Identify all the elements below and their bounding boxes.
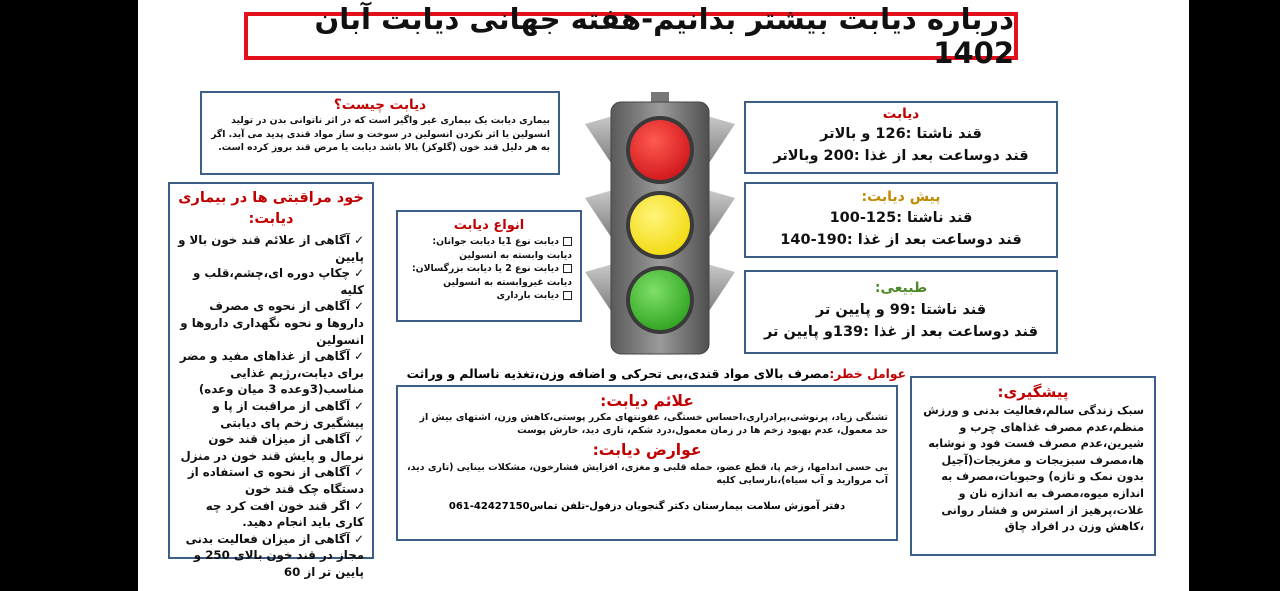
symptoms-box (396, 385, 898, 541)
green-light (630, 270, 690, 330)
self-care-item (178, 531, 364, 581)
self-care-item-text: آگاهی از میزان قند خون نرمال و پایش قند خون در منزل (180, 432, 364, 463)
checkmark-icon: ✓ (354, 349, 364, 364)
self-care-item (178, 498, 364, 531)
red-light (630, 120, 690, 180)
normal-fasting: قند ناشتا :99 و پایین تر (815, 302, 987, 318)
risk-factors (406, 364, 906, 384)
checkmark-icon: ✓ (354, 465, 364, 480)
self-care-item-text: آگاهی از علائم قند خون بالا و پایین (178, 233, 364, 264)
checkmark-icon: ✓ (354, 266, 364, 281)
self-care-item-text: چکاپ دوره ای،چشم،قلب و کلیه (192, 266, 364, 297)
checkmark-icon: ✓ (354, 299, 364, 314)
checkmark-icon: ✓ (354, 233, 364, 247)
prevention-text: سبک زندگی سالم،فعالیت بدنی و ورزش منظم،عدم مصرف غذاهای چرب و شیرین،عدم مصرف فست فود و نوشابه ها،مصرف سبزیجات و مغزیجات(آجیل بدون نمک و تازه) وحبوبات،مصرف به اندازه میوه،مصرف به اندازه نان و غلات،پرهیز از استرس و فشار روانی ،کاهش وزن در افراد چاق (923, 404, 1144, 534)
self-care-item (178, 298, 364, 348)
prediabetes-box (744, 182, 1058, 258)
what-is-heading: دیابت چیست؟ (333, 97, 427, 113)
complications-heading: عوارض دیابت: (592, 441, 702, 459)
diabetes-postmeal: قند دوساعت بعد از غذا :200 وبالاتر (773, 148, 1029, 164)
diabetes-type-item (406, 289, 572, 303)
page-title: درباره دیابت بیشتر بدانیم-هفته جهانی دیابت آبان 1402 (314, 2, 1014, 70)
complications-text: بی حسی اندامها، زخم پا، قطع عضو، حمله قلبی و مغزی، افزایش فشارخون، مشکلات بینایی (تاری دید، آب مروارید و آب سیاه)،نارسایی کلیه (407, 462, 888, 486)
diabetes-heading: دیابت (882, 106, 920, 122)
square-bullet-icon (563, 264, 572, 273)
prediabetes-fasting: قند ناشتا :125-100 (829, 210, 973, 226)
risk-label: عوامل خطر: (829, 367, 906, 381)
diabetes-type-text: دیابت بارداری (496, 290, 559, 301)
self-care-item (178, 431, 364, 464)
diabetes-box (744, 101, 1058, 174)
diabetes-type-item (406, 235, 572, 262)
footer-contact: دفتر آموزش سلامت بیمارستان دکتر گنجویان دزفول-تلفن تماس42427150-061 (448, 501, 846, 512)
self-care-box (168, 182, 374, 579)
square-bullet-icon (563, 237, 572, 246)
self-care-item-text: آگاهی از نحوه ی مصرف داروها و نحوه نگهداری داروها و انسولین (180, 299, 364, 347)
prevention-heading: پیشگیری: (997, 383, 1069, 401)
poster-page (138, 0, 1189, 591)
types-list (406, 235, 572, 303)
self-care-item (178, 464, 364, 497)
symptoms-heading: علائم دیابت: (600, 392, 694, 410)
self-care-item-text: آگاهی از مراقبت از پا و پیشگیری زخم پای دیابتی (212, 398, 364, 430)
normal-heading: طبیعی: (874, 280, 928, 296)
types-heading: انواع دیابت (453, 218, 525, 233)
self-care-heading: خود مراقبتی ها در بیماری دیابت: (178, 190, 364, 227)
diabetes-type-text: دیابت نوع 2 یا دیابت بزرگسالان: دیابت غیروابسته به انسولین (411, 263, 572, 288)
self-care-item-text: آگاهی از میزان فعالیت بدنی مجاز در قند خون بالای 250 و پایین تر از 60 (185, 531, 364, 579)
diabetes-type-text: دیابت نوع 1یا دیابت جوانان: دیابت وابسته به انسولین (432, 236, 572, 261)
risk-text: مصرف بالای مواد قندی،بی تحرکی و اضافه وزن،تغذیه ناسالم و وراثت (406, 367, 830, 381)
title-banner (244, 2, 1018, 70)
self-care-item (178, 232, 364, 265)
prediabetes-postmeal: قند دوساعت بعد از غذا :190-140 (780, 232, 1022, 248)
square-bullet-icon (563, 291, 572, 300)
checkmark-icon: ✓ (354, 432, 364, 447)
self-care-item-text: آگاهی از نحوه ی استفاده از دستگاه چک قند خون (187, 465, 364, 496)
self-care-list (178, 232, 364, 580)
diabetes-fasting: قند ناشتا :126 و بالاتر (820, 126, 982, 142)
checkmark-icon: ✓ (354, 398, 364, 413)
what-is-diabetes-box (200, 91, 560, 175)
traffic-light-icon (579, 92, 741, 364)
diabetes-type-item (406, 262, 572, 289)
prediabetes-heading: پیش دیابت: (861, 189, 941, 205)
normal-postmeal: قند دوساعت بعد از غذا :139و پایین تر (764, 324, 1038, 340)
checkmark-icon: ✓ (354, 531, 364, 546)
types-box (396, 210, 582, 322)
what-is-text: بیماری دیابت یک بیماری غیر واگیر است که در اثر ناتوانی بدن در تولید انسولین یا اثر نکردن انسولین در سوخت و ساز مواد قندی پدید می آید. اگر به هر دلیل قند خون (گلوکز) بالا باشد دیابت یا مرض قند بروز کرده است. (211, 115, 550, 153)
self-care-item-text: اگر قند خون افت کرد چه کاری باید انجام دهید. (205, 498, 364, 530)
self-care-item (178, 348, 364, 398)
self-care-item-text: آگاهی از غذاهای مفید و مضر برای دیابت،رژیم غذایی مناسب(3وعده 3 میان وعده) (179, 349, 364, 397)
symptoms-text: تشنگی زیاد، پرنوشی،پرادراری،احساس خستگی، عفونتهای مکرر پوستی،کاهش وزن، اشتهای بیش از حد معمول، عدم بهبود زخم ها در زمان معمول،درد شکم، تاری دید، خارش پوست (419, 412, 888, 436)
self-care-item (178, 398, 364, 431)
self-care-item (178, 265, 364, 298)
normal-box (744, 270, 1058, 354)
prevention-box (910, 376, 1156, 556)
checkmark-icon: ✓ (354, 498, 364, 513)
yellow-light (630, 195, 690, 255)
